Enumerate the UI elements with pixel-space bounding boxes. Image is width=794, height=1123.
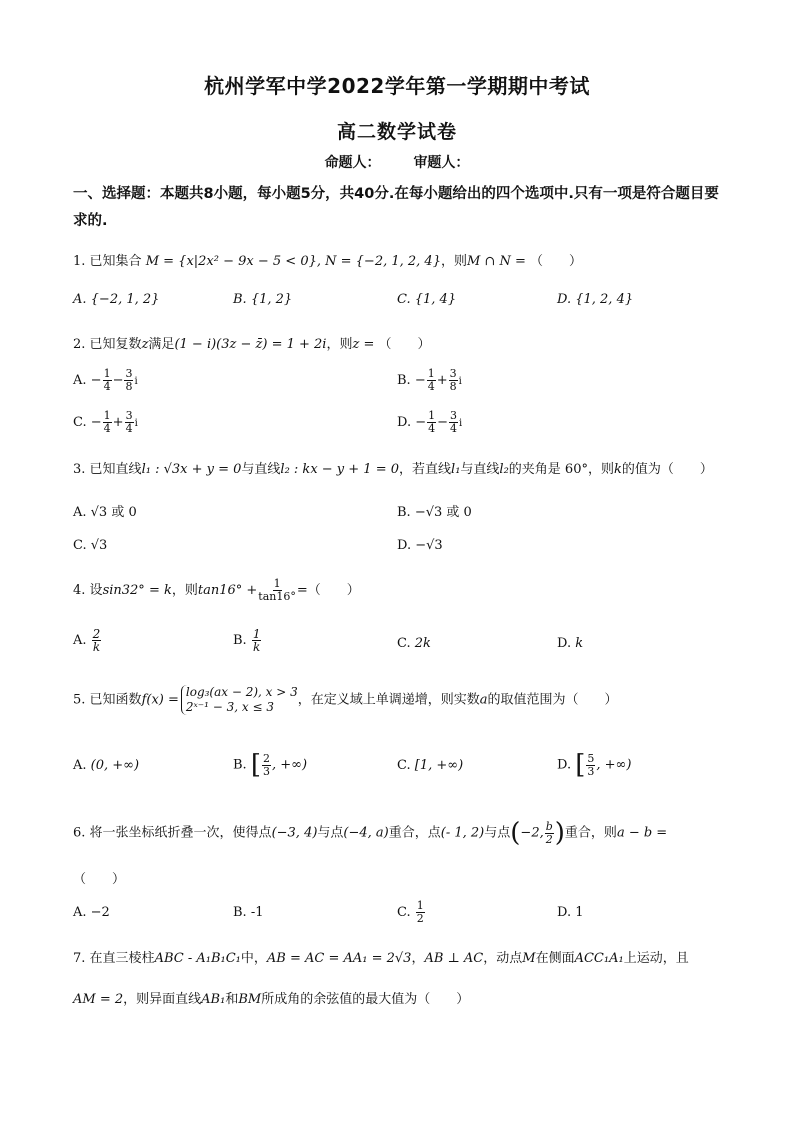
bracket-right: , +∞): [596, 757, 632, 773]
question-text: 上运动，且: [623, 951, 689, 966]
fraction: [92, 628, 102, 653]
question-1: [73, 250, 582, 269]
question-number: 5.: [73, 692, 86, 708]
fraction: [416, 900, 425, 925]
numerator: 3: [450, 409, 458, 422]
question-text: ，则: [171, 583, 198, 598]
numerator: 3: [449, 367, 457, 380]
question-text: ，若直线: [399, 462, 452, 477]
numerator: 1: [427, 367, 435, 380]
imaginary-unit: i: [458, 376, 462, 387]
question-math: tan16° +: [197, 583, 258, 598]
fraction: [258, 578, 296, 603]
question-text: 的值为（ ）: [621, 462, 713, 477]
option-sign: −: [90, 415, 102, 430]
imaginary-unit: i: [459, 418, 463, 429]
option-c: [397, 636, 431, 651]
exam-title: 杭州学军中学2022学年第一学期期中考试: [204, 74, 590, 98]
question-math: (−4, a): [343, 825, 389, 841]
bracket-right: , +∞): [271, 757, 308, 773]
denominator: k: [253, 640, 261, 654]
denominator: 3: [587, 764, 595, 778]
exam-subtitle: 高二数学试卷: [336, 121, 457, 143]
question-math: M: [522, 951, 536, 966]
question-text: 已知直线: [89, 462, 142, 477]
question-6-answer-blank: （ ）: [73, 872, 126, 887]
question-text: 与直线: [460, 462, 500, 477]
numerator: 1: [103, 409, 111, 422]
denominator: 8: [449, 380, 457, 393]
question-text: 在侧面: [535, 951, 575, 966]
option-value: (0, +∞): [90, 758, 140, 773]
option-d: D. 1: [557, 905, 584, 920]
question-7-line-2: [73, 988, 469, 1007]
option-operator: −: [112, 373, 124, 388]
question-math: −2,: [520, 825, 544, 841]
option-label: A.: [73, 633, 87, 648]
fraction: [103, 368, 112, 393]
question-text: 重合，则: [564, 825, 617, 841]
option-a: [73, 758, 139, 773]
numerator: 2: [262, 751, 270, 765]
question-math: sin32° = k: [102, 583, 172, 598]
reviewer-label: 审题人：: [413, 155, 470, 171]
denominator: 4: [450, 422, 458, 435]
denominator: 2: [545, 832, 553, 846]
option-operator: +: [436, 373, 448, 388]
question-text: ，动点: [483, 951, 523, 966]
numerator: 1: [252, 627, 261, 641]
denominator: 4: [103, 422, 111, 435]
question-math: BM: [238, 992, 262, 1007]
piecewise-brace: [181, 685, 298, 715]
option-d: D. {1, 2, 4}: [557, 292, 634, 307]
option-b: [397, 368, 462, 393]
option-d: [397, 410, 462, 435]
question-math: f(x) =: [141, 692, 179, 708]
question-math: =: [296, 583, 308, 598]
fraction: [449, 368, 458, 393]
question-text: 已知集合: [89, 254, 142, 269]
denominator: 4: [427, 380, 435, 393]
question-text: ，在定义域上单调递增，则实数: [297, 692, 480, 708]
fraction: [586, 753, 595, 778]
option-sign: −: [414, 373, 426, 388]
option-b: B. −√3 或 0: [397, 505, 472, 520]
option-label: C.: [73, 415, 87, 430]
question-3: [73, 458, 713, 477]
numerator: 3: [125, 409, 133, 422]
question-math: AB ⊥ AC: [424, 951, 484, 966]
denominator: tan16°: [258, 590, 296, 603]
option-c: C. {1, 4}: [397, 292, 457, 307]
fraction: [125, 410, 134, 435]
denominator: 4: [428, 422, 436, 435]
question-text: 的夹角是 60°，则: [508, 462, 614, 477]
option-d: [557, 750, 631, 780]
denominator: 2: [416, 912, 424, 925]
question-math: k: [613, 462, 622, 477]
question-text: 设: [89, 583, 103, 598]
denominator: 8: [125, 380, 133, 393]
question-text: 中，: [240, 951, 267, 966]
option-a: A. {−2, 1, 2}: [73, 292, 160, 307]
piece-case-2: 2ˣ⁻¹ − 3, x ≤ 3: [185, 700, 274, 714]
question-text: ，则异面直线: [123, 992, 202, 1007]
question-math: (1 − i)(3z − z̄) = 1 + 2i: [174, 337, 327, 352]
option-sign: −: [415, 415, 427, 430]
option-label: C.: [397, 636, 411, 651]
option-a: [73, 628, 102, 653]
option-c: [397, 758, 463, 773]
option-d: D. −√3: [397, 538, 443, 553]
question-text: 已知复数: [89, 337, 142, 352]
fraction: [545, 821, 554, 846]
option-b: [233, 750, 307, 780]
option-value: [1, +∞): [414, 758, 464, 773]
question-text: 与点: [484, 825, 511, 841]
question-text: 重合，点: [388, 825, 441, 841]
question-math: AM = 2: [73, 992, 124, 1007]
question-text: 与点: [317, 825, 344, 841]
numerator: b: [545, 819, 553, 833]
option-b: B. {1, 2}: [233, 292, 293, 307]
numerator: 1: [416, 899, 424, 912]
option-label: C.: [397, 758, 411, 773]
question-number: 4.: [73, 583, 86, 598]
numerator: 1: [103, 367, 111, 380]
question-number: 7.: [73, 951, 86, 966]
question-math: a: [479, 692, 488, 708]
denominator: 3: [262, 764, 270, 778]
question-math: (−3, 4): [271, 825, 318, 841]
denominator: k: [92, 640, 101, 654]
fraction: [103, 410, 112, 435]
fraction: [124, 368, 133, 393]
option-b: B. -1: [233, 905, 264, 920]
option-label: D.: [557, 636, 572, 651]
option-label: C.: [397, 905, 411, 920]
option-value: 2k: [414, 636, 431, 651]
question-math: ACC₁A₁: [574, 951, 624, 966]
question-number: 6.: [73, 825, 86, 841]
question-number: 3.: [73, 462, 86, 477]
option-label: B.: [397, 373, 411, 388]
option-c: [73, 410, 138, 435]
fraction: [262, 753, 271, 778]
option-c: [397, 900, 426, 925]
imaginary-unit: i: [134, 418, 138, 429]
question-7: [73, 947, 689, 966]
option-a: A. √3 或 0: [73, 505, 137, 520]
question-text: （ ）: [378, 337, 431, 352]
question-math: l₁ : √3x + y = 0: [141, 462, 242, 477]
imaginary-unit: i: [134, 376, 138, 387]
setter-label: 命题人：: [324, 155, 381, 171]
question-math: z =: [352, 337, 375, 352]
bracket-left: [: [575, 750, 586, 780]
question-text: （ ）: [307, 583, 360, 598]
piece-case-1: log₃(ax − 2), x > 3: [185, 685, 298, 699]
fraction: [427, 410, 436, 435]
option-label: A.: [73, 373, 87, 388]
question-text: ，则: [326, 337, 353, 352]
numerator: 1: [428, 409, 436, 422]
fraction: [427, 368, 436, 393]
question-math: a − b =: [616, 825, 668, 841]
question-math: M = {x|2x² − 9x − 5 < 0}, N = {−2, 1, 2, 4}: [145, 254, 441, 269]
question-text: 和: [225, 992, 239, 1007]
question-math: ABC - A₁B₁C₁: [154, 951, 241, 966]
option-label: D.: [557, 757, 572, 773]
question-6: 6. 将一张坐标纸折叠一次，使得点(−3, 4)与点(−4, a)重合，点(- 1, 2)与点(−2, $\frac{b}{2}$ )重合，则a − b =: [73, 818, 668, 848]
option-operator: +: [112, 415, 124, 430]
bracket-left: [: [250, 750, 261, 780]
option-c: C. √3: [73, 538, 108, 553]
option-b: [233, 628, 262, 653]
question-number: 2.: [73, 337, 86, 352]
option-a: A. −2: [73, 905, 110, 920]
option-sign: −: [90, 373, 102, 388]
question-math: l₂: [499, 462, 509, 477]
option-label: D.: [397, 415, 412, 430]
numerator: 3: [125, 367, 133, 380]
question-2: [73, 333, 431, 352]
question-text: 与直线: [241, 462, 281, 477]
question-text: （ ）: [530, 254, 583, 269]
question-math: M ∩ N =: [466, 254, 526, 269]
numerator: 1: [273, 577, 281, 590]
question-math: l₂ : kx − y + 1 = 0: [280, 462, 400, 477]
option-label: B.: [233, 633, 247, 648]
question-number: 1.: [73, 254, 86, 269]
fraction: [449, 410, 458, 435]
numerator: 5: [587, 751, 595, 765]
option-label: A.: [73, 758, 87, 773]
question-text: 所成角的余弦值的最大值为（ ）: [261, 992, 470, 1007]
fraction: [252, 628, 262, 653]
question-text: 的取值范围为（ ）: [487, 692, 618, 708]
question-text: ，: [411, 951, 425, 966]
option-d: [557, 636, 583, 651]
question-text: 已知函数: [89, 692, 142, 708]
denominator: 4: [125, 422, 133, 435]
exam-setters: [0, 152, 794, 172]
question-math: (- 1, 2): [440, 825, 485, 841]
question-5: [73, 685, 618, 715]
option-a: [73, 368, 138, 393]
question-text: 将一张坐标纸折叠一次，使得点: [89, 825, 272, 841]
question-math: z: [141, 337, 149, 352]
option-operator: −: [437, 415, 449, 430]
question-text: ，则: [440, 254, 467, 269]
question-math: l₁: [451, 462, 461, 477]
question-text: 满足: [148, 337, 175, 352]
numerator: 2: [92, 627, 101, 641]
question-math: AB₁: [201, 992, 226, 1007]
question-text: 在直三棱柱: [89, 951, 155, 966]
option-value: k: [575, 636, 584, 651]
option-label: B.: [233, 757, 247, 773]
question-math: AB = AC = AA₁ = 2√3: [266, 951, 412, 966]
section-heading: 一、选择题：本题共8小题，每小题5分，共40分.在每小题给出的四个选项中.只有一项是符合题目要求的.: [73, 186, 719, 229]
denominator: 4: [103, 380, 111, 393]
question-4: [73, 578, 360, 603]
